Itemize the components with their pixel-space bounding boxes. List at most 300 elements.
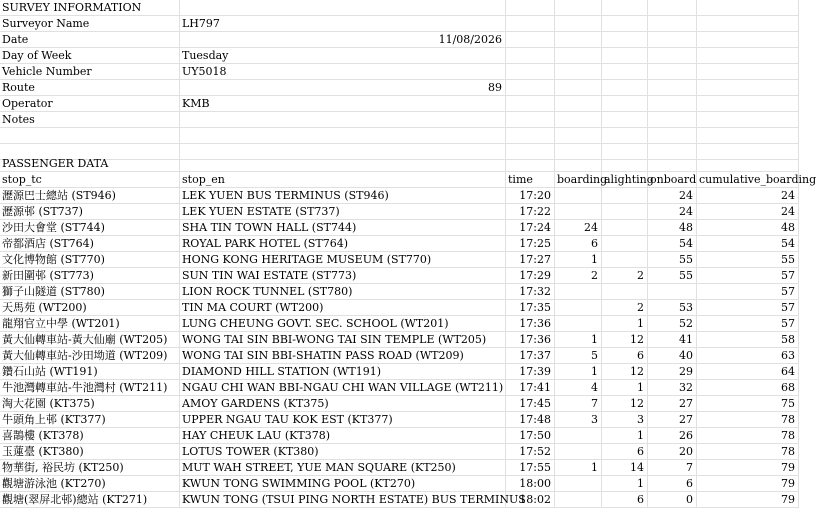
onboard-value: 0: [686, 493, 693, 506]
surveyor-value-cell[interactable]: [180, 16, 506, 32]
cell-boarding[interactable]: [555, 444, 602, 460]
cell-cumulative-boarding[interactable]: [697, 316, 799, 332]
cell-cumulative-boarding[interactable]: [697, 268, 799, 284]
empty-cell[interactable]: [602, 156, 648, 172]
empty-cell[interactable]: [602, 32, 648, 48]
cell-boarding[interactable]: [555, 284, 602, 300]
cell-boarding[interactable]: [555, 332, 602, 348]
empty-cell[interactable]: [697, 156, 799, 172]
cell-onboard[interactable]: [648, 188, 697, 204]
cell-time[interactable]: [506, 364, 555, 380]
cell-stop-tc[interactable]: [0, 220, 180, 236]
cell-boarding[interactable]: [555, 236, 602, 252]
onboard-value: 6: [686, 477, 693, 490]
cell-alighting[interactable]: [602, 332, 648, 348]
empty-cell[interactable]: [506, 96, 555, 112]
route-value-cell[interactable]: [180, 80, 506, 96]
column-header-stop-en[interactable]: stop_en: [180, 172, 506, 188]
empty-cell[interactable]: [648, 112, 697, 128]
empty-cell[interactable]: [697, 80, 799, 96]
empty-cell[interactable]: [697, 112, 799, 128]
cell-stop-tc[interactable]: [0, 476, 180, 492]
empty-cell[interactable]: [506, 156, 555, 172]
cell-cumulative-boarding[interactable]: [697, 412, 799, 428]
boarding-value: [598, 429, 601, 442]
cell-time[interactable]: [506, 444, 555, 460]
cell-boarding[interactable]: [555, 252, 602, 268]
stop-en-value: SHA TIN TOWN HALL (ST744): [182, 221, 357, 234]
column-header-boarding[interactable]: boarding: [557, 173, 608, 186]
onboard-value: 54: [679, 237, 693, 250]
column-header-stop-tc[interactable]: stop_tc: [0, 172, 180, 188]
cell-onboard[interactable]: [648, 396, 697, 412]
date-label-cell[interactable]: [0, 32, 180, 48]
time-value: 18:02: [519, 493, 551, 506]
column-header-alighting[interactable]: alighting: [604, 173, 654, 186]
empty-cell[interactable]: [697, 0, 799, 16]
stop-en-value: AMOY GARDENS (KT375): [182, 397, 329, 410]
cumulative-boarding-value: 57: [781, 301, 795, 314]
cell-stop-en[interactable]: [180, 332, 506, 348]
boarding-value: [598, 445, 601, 458]
cell-alighting[interactable]: [602, 236, 648, 252]
cell-time[interactable]: [506, 300, 555, 316]
cell-stop-tc[interactable]: [0, 316, 180, 332]
empty-cell[interactable]: [555, 64, 602, 80]
cell-stop-tc[interactable]: [0, 236, 180, 252]
boarding-value: 1: [591, 333, 598, 346]
stop-en-value: ROYAL PARK HOTEL (ST764): [182, 237, 349, 250]
cell-time[interactable]: [506, 348, 555, 364]
empty-cell[interactable]: [648, 32, 697, 48]
cell-onboard[interactable]: [648, 332, 697, 348]
stop-tc-value: 天馬苑 (WT200): [2, 301, 87, 314]
cell-time[interactable]: [506, 380, 555, 396]
empty-cell[interactable]: [506, 48, 555, 64]
cell-alighting[interactable]: [602, 316, 648, 332]
cell-boarding[interactable]: [555, 348, 602, 364]
time-value: 17:36: [519, 333, 551, 346]
cell-boarding[interactable]: [555, 396, 602, 412]
empty-cell[interactable]: [648, 0, 697, 16]
stop-tc-value: 觀塘(翠屏北邨)總站 (KT271): [2, 493, 148, 506]
empty-cell[interactable]: [555, 128, 602, 144]
cell-onboard[interactable]: [648, 364, 697, 380]
empty-cell[interactable]: [506, 32, 555, 48]
empty-cell[interactable]: [697, 96, 799, 112]
empty-cell[interactable]: [697, 64, 799, 80]
stop-tc-value: 獅子山隧道 (ST780): [2, 285, 105, 298]
cell-alighting[interactable]: [602, 268, 648, 284]
cell-time[interactable]: [506, 268, 555, 284]
cell-time[interactable]: [506, 332, 555, 348]
alighting-value: [644, 237, 647, 250]
cell-stop-tc[interactable]: [0, 412, 180, 428]
cell-onboard[interactable]: [648, 236, 697, 252]
notes-label-cell[interactable]: [0, 112, 180, 128]
stop-tc-value: 牛池灣轉車站-牛池灣村 (WT211): [2, 381, 168, 394]
empty-cell[interactable]: [602, 64, 648, 80]
empty-cell[interactable]: [555, 80, 602, 96]
cell-stop-tc[interactable]: [0, 268, 180, 284]
cell-stop-en[interactable]: [180, 428, 506, 444]
cell-onboard[interactable]: [648, 300, 697, 316]
stop-tc-value: 文化博物館 (ST770): [2, 253, 105, 266]
onboard-value: 27: [679, 413, 693, 426]
cell-onboard[interactable]: [648, 444, 697, 460]
cell-alighting[interactable]: [602, 364, 648, 380]
empty-cell[interactable]: [555, 48, 602, 64]
cell-stop-en[interactable]: [180, 476, 506, 492]
empty-cell[interactable]: [602, 128, 648, 144]
cell-alighting[interactable]: [602, 188, 648, 204]
boarding-value: [598, 317, 601, 330]
stop-en-value: KWUN TONG SWIMMING POOL (KT270): [182, 477, 416, 490]
notes-value-cell[interactable]: [180, 112, 506, 128]
cell-time[interactable]: [506, 316, 555, 332]
operator-value-cell[interactable]: [180, 96, 506, 112]
cumulative-boarding-value: 58: [781, 333, 795, 346]
cell-stop-tc[interactable]: [0, 444, 180, 460]
cell-onboard[interactable]: [648, 252, 697, 268]
stop-en-value: DIAMOND HILL STATION (WT191): [182, 365, 382, 378]
cell-alighting[interactable]: [602, 284, 648, 300]
cell-alighting[interactable]: [602, 204, 648, 220]
cell-cumulative-boarding[interactable]: [697, 492, 799, 508]
cumulative-boarding-value: 78: [781, 413, 795, 426]
cell-time[interactable]: [506, 252, 555, 268]
time-value: 17:52: [519, 445, 551, 458]
stop-en-value: LEK YUEN ESTATE (ST737): [182, 205, 340, 218]
cell-stop-tc[interactable]: [0, 284, 180, 300]
alighting-value: 6: [637, 445, 644, 458]
empty-cell[interactable]: [648, 128, 697, 144]
cell-stop-en[interactable]: [180, 316, 506, 332]
empty-cell[interactable]: [648, 80, 697, 96]
cell-alighting[interactable]: [602, 396, 648, 412]
empty-cell[interactable]: [555, 32, 602, 48]
vehicle-value-cell[interactable]: [180, 64, 506, 80]
cell-stop-en[interactable]: [180, 492, 526, 508]
alighting-value: 1: [637, 381, 644, 394]
cumulative-boarding-value: 24: [781, 189, 795, 202]
cell-boarding[interactable]: [555, 412, 602, 428]
empty-cell[interactable]: [602, 112, 648, 128]
empty-cell[interactable]: [648, 64, 697, 80]
dow-label: Day of Week: [2, 49, 72, 62]
onboard-value: 26: [679, 429, 693, 442]
cell-stop-en[interactable]: [180, 364, 506, 380]
route-value: 89: [488, 81, 502, 94]
stop-tc-value: 黃大仙轉車站-黃大仙廟 (WT205): [2, 333, 168, 346]
alighting-value: [644, 253, 647, 266]
boarding-value: 2: [591, 269, 598, 282]
cell-alighting[interactable]: [602, 348, 648, 364]
cell-alighting[interactable]: [602, 380, 648, 396]
cell-onboard[interactable]: [648, 220, 697, 236]
cell-alighting[interactable]: [602, 476, 648, 492]
empty-cell[interactable]: [555, 0, 602, 16]
empty-cell[interactable]: [602, 96, 648, 112]
empty-cell[interactable]: [506, 80, 555, 96]
cell-stop-tc[interactable]: [0, 428, 180, 444]
cell-cumulative-boarding[interactable]: [697, 396, 799, 412]
onboard-value: 20: [679, 445, 693, 458]
cell-boarding[interactable]: [555, 300, 602, 316]
cumulative-boarding-value: 54: [781, 237, 795, 250]
stop-en-value: WONG TAI SIN BBI-WONG TAI SIN TEMPLE (WT205): [182, 333, 487, 346]
operator-label-cell[interactable]: [0, 96, 180, 112]
cell-onboard[interactable]: [648, 412, 697, 428]
alighting-value: [644, 205, 647, 218]
cell-time[interactable]: [506, 460, 555, 476]
cell-stop-en[interactable]: [180, 396, 506, 412]
cell-cumulative-boarding[interactable]: [697, 220, 799, 236]
cell-onboard[interactable]: [648, 380, 697, 396]
cell-stop-tc[interactable]: [0, 380, 180, 396]
cell-alighting[interactable]: [602, 252, 648, 268]
cell-cumulative-boarding[interactable]: [697, 236, 799, 252]
cell-cumulative-boarding[interactable]: [697, 428, 799, 444]
alighting-value: 2: [637, 301, 644, 314]
empty-cell[interactable]: [555, 16, 602, 32]
cell-onboard[interactable]: [648, 316, 697, 332]
onboard-value: 55: [679, 269, 693, 282]
route-label-cell[interactable]: [0, 80, 180, 96]
dow-label-cell[interactable]: [0, 48, 180, 64]
empty-cell[interactable]: [506, 128, 555, 144]
cell-cumulative-boarding[interactable]: [697, 332, 799, 348]
cell-boarding[interactable]: [555, 428, 602, 444]
empty-cell[interactable]: [697, 16, 799, 32]
empty-cell[interactable]: [648, 16, 697, 32]
cumulative-boarding-value: 79: [781, 493, 795, 506]
onboard-value: 53: [679, 301, 693, 314]
boarding-value: 24: [584, 221, 598, 234]
empty-cell[interactable]: [180, 128, 506, 144]
empty-cell[interactable]: [648, 96, 697, 112]
passenger-heading-cell[interactable]: [0, 156, 180, 172]
cell-onboard[interactable]: [648, 476, 697, 492]
cell-boarding[interactable]: [555, 220, 602, 236]
dow-value-cell[interactable]: [180, 48, 506, 64]
cell-stop-en[interactable]: [180, 380, 506, 396]
stop-en-value: LUNG CHEUNG GOVT. SEC. SCHOOL (WT201): [182, 317, 449, 330]
vehicle-label-cell[interactable]: [0, 64, 180, 80]
stop-tc-value: 玉蓮臺 (KT380): [2, 445, 84, 458]
stop-en-value: MUT WAH STREET, YUE MAN SQUARE (KT250): [182, 461, 456, 474]
alighting-value: 2: [637, 269, 644, 282]
cell-stop-en[interactable]: [180, 252, 506, 268]
stop-en-value: LOTUS TOWER (KT380): [182, 445, 319, 458]
cell-cumulative-boarding[interactable]: [697, 300, 799, 316]
cell-stop-en[interactable]: [180, 268, 506, 284]
cell-cumulative-boarding[interactable]: [697, 364, 799, 380]
cell-alighting[interactable]: [602, 412, 648, 428]
cell-time[interactable]: [506, 492, 555, 508]
stop-tc-value: 沙田大會堂 (ST744): [2, 221, 105, 234]
empty-cell[interactable]: [697, 128, 799, 144]
cumulative-boarding-value: 48: [781, 221, 795, 234]
cell-cumulative-boarding[interactable]: [697, 252, 799, 268]
cell-time[interactable]: [506, 412, 555, 428]
cell-cumulative-boarding[interactable]: [697, 380, 799, 396]
cell-boarding[interactable]: [555, 204, 602, 220]
survey-heading: SURVEY INFORMATION: [2, 1, 142, 14]
cell-alighting[interactable]: [602, 220, 648, 236]
cell-onboard[interactable]: [648, 284, 697, 300]
cell-stop-tc[interactable]: [0, 364, 180, 380]
empty-cell[interactable]: [506, 16, 555, 32]
cell-boarding[interactable]: [555, 460, 602, 476]
empty-cell[interactable]: [180, 156, 506, 172]
cell-cumulative-boarding[interactable]: [697, 284, 799, 300]
empty-cell[interactable]: [555, 112, 602, 128]
cell-cumulative-boarding[interactable]: [697, 460, 799, 476]
cell-stop-tc[interactable]: [0, 252, 180, 268]
cell-boarding[interactable]: [555, 268, 602, 284]
cell-time[interactable]: [506, 220, 555, 236]
alighting-value: 14: [630, 461, 644, 474]
date-label: Date: [2, 33, 29, 46]
alighting-value: [644, 285, 647, 298]
cell-boarding[interactable]: [555, 380, 602, 396]
cell-cumulative-boarding[interactable]: [697, 348, 799, 364]
cell-stop-tc[interactable]: [0, 332, 180, 348]
cell-cumulative-boarding[interactable]: [697, 444, 799, 460]
cell-boarding[interactable]: [555, 476, 602, 492]
dow-value: Tuesday: [182, 49, 229, 62]
surveyor-label: Surveyor Name: [2, 17, 90, 30]
cell-cumulative-boarding[interactable]: [697, 204, 799, 220]
cell-onboard[interactable]: [648, 268, 697, 284]
empty-cell[interactable]: [506, 0, 555, 16]
cell-boarding[interactable]: [555, 492, 602, 508]
empty-cell[interactable]: [697, 48, 799, 64]
stop-tc-value: 帝都酒店 (ST764): [2, 237, 94, 250]
cell-boarding[interactable]: [555, 188, 602, 204]
empty-cell[interactable]: [506, 112, 555, 128]
cell-onboard[interactable]: [648, 428, 697, 444]
cell-stop-tc[interactable]: [0, 492, 180, 508]
onboard-value: 55: [679, 253, 693, 266]
empty-cell[interactable]: [180, 0, 506, 16]
cell-onboard[interactable]: [648, 460, 697, 476]
cell-stop-tc[interactable]: [0, 188, 180, 204]
cell-alighting[interactable]: [602, 492, 648, 508]
cell-onboard[interactable]: [648, 348, 697, 364]
notes-value: [180, 113, 182, 126]
alighting-value: [644, 189, 647, 202]
cell-stop-en[interactable]: [180, 236, 506, 252]
cell-stop-tc[interactable]: [0, 348, 180, 364]
vehicle-value: UY5018: [182, 65, 227, 78]
empty-cell[interactable]: [555, 96, 602, 112]
cell-stop-en[interactable]: [180, 460, 506, 476]
cell-alighting[interactable]: [602, 300, 648, 316]
cell-stop-en[interactable]: [180, 188, 506, 204]
cell-onboard[interactable]: [648, 492, 697, 508]
time-value: 17:22: [519, 205, 551, 218]
vehicle-label: Vehicle Number: [2, 65, 92, 78]
empty-cell[interactable]: [648, 48, 697, 64]
empty-cell[interactable]: [602, 80, 648, 96]
time-value: 17:20: [519, 189, 551, 202]
boarding-value: 6: [591, 237, 598, 250]
cell-stop-en[interactable]: [180, 444, 506, 460]
cumulative-boarding-value: 78: [781, 445, 795, 458]
cell-time[interactable]: [506, 204, 555, 220]
cumulative-boarding-value: 64: [781, 365, 795, 378]
column-header-onboard[interactable]: onboard: [650, 173, 697, 186]
column-header-cumulative-boarding[interactable]: cumulative_boarding: [699, 173, 816, 186]
cell-onboard[interactable]: [648, 204, 697, 220]
cell-stop-tc[interactable]: [0, 396, 180, 412]
cell-cumulative-boarding[interactable]: [697, 476, 799, 492]
empty-cell[interactable]: [0, 128, 180, 144]
cell-alighting[interactable]: [602, 428, 648, 444]
cell-boarding[interactable]: [555, 316, 602, 332]
cumulative-boarding-value: 24: [781, 205, 795, 218]
cell-alighting[interactable]: [602, 444, 648, 460]
empty-cell[interactable]: [506, 64, 555, 80]
stop-tc-value: 牛頭角上邨 (KT377): [2, 413, 106, 426]
cell-stop-tc[interactable]: [0, 300, 180, 316]
stop-tc-value: 鑽石山站 (WT191): [2, 365, 98, 378]
cell-stop-en[interactable]: [180, 204, 506, 220]
cell-stop-tc[interactable]: [0, 204, 180, 220]
survey-heading-cell[interactable]: [0, 0, 180, 16]
time-value: 17:48: [519, 413, 551, 426]
alighting-value: 1: [637, 477, 644, 490]
cell-time[interactable]: [506, 284, 555, 300]
cell-stop-en[interactable]: [180, 220, 506, 236]
empty-cell[interactable]: [602, 0, 648, 16]
empty-cell[interactable]: [602, 16, 648, 32]
stop-tc-value: 物華街, 裕民坊 (KT250): [2, 461, 124, 474]
cell-stop-en[interactable]: [180, 284, 506, 300]
cell-stop-en[interactable]: [180, 348, 506, 364]
alighting-value: 3: [637, 413, 644, 426]
onboard-value: 32: [679, 381, 693, 394]
surveyor-value: LH797: [182, 17, 220, 30]
cell-alighting[interactable]: [602, 460, 648, 476]
empty-cell[interactable]: [555, 156, 602, 172]
cell-time[interactable]: [506, 476, 555, 492]
cell-stop-en[interactable]: [180, 412, 506, 428]
column-header-time[interactable]: time: [506, 172, 555, 188]
surveyor-label-cell[interactable]: [0, 16, 180, 32]
alighting-value: 12: [630, 397, 644, 410]
cell-time[interactable]: [506, 236, 555, 252]
empty-cell[interactable]: [648, 156, 697, 172]
empty-cell[interactable]: [602, 48, 648, 64]
onboard-value: [693, 285, 696, 298]
cell-time[interactable]: [506, 188, 555, 204]
cell-time[interactable]: [506, 396, 555, 412]
onboard-value: 24: [679, 205, 693, 218]
cell-cumulative-boarding[interactable]: [697, 188, 799, 204]
cell-stop-tc[interactable]: [0, 460, 180, 476]
empty-cell[interactable]: [697, 32, 799, 48]
cell-time[interactable]: [506, 428, 555, 444]
time-value: 18:00: [519, 477, 551, 490]
date-value-cell[interactable]: [180, 32, 506, 48]
cell-stop-en[interactable]: [180, 300, 506, 316]
alighting-value: 6: [637, 493, 644, 506]
time-value: 17:32: [519, 285, 551, 298]
cell-boarding[interactable]: [555, 364, 602, 380]
